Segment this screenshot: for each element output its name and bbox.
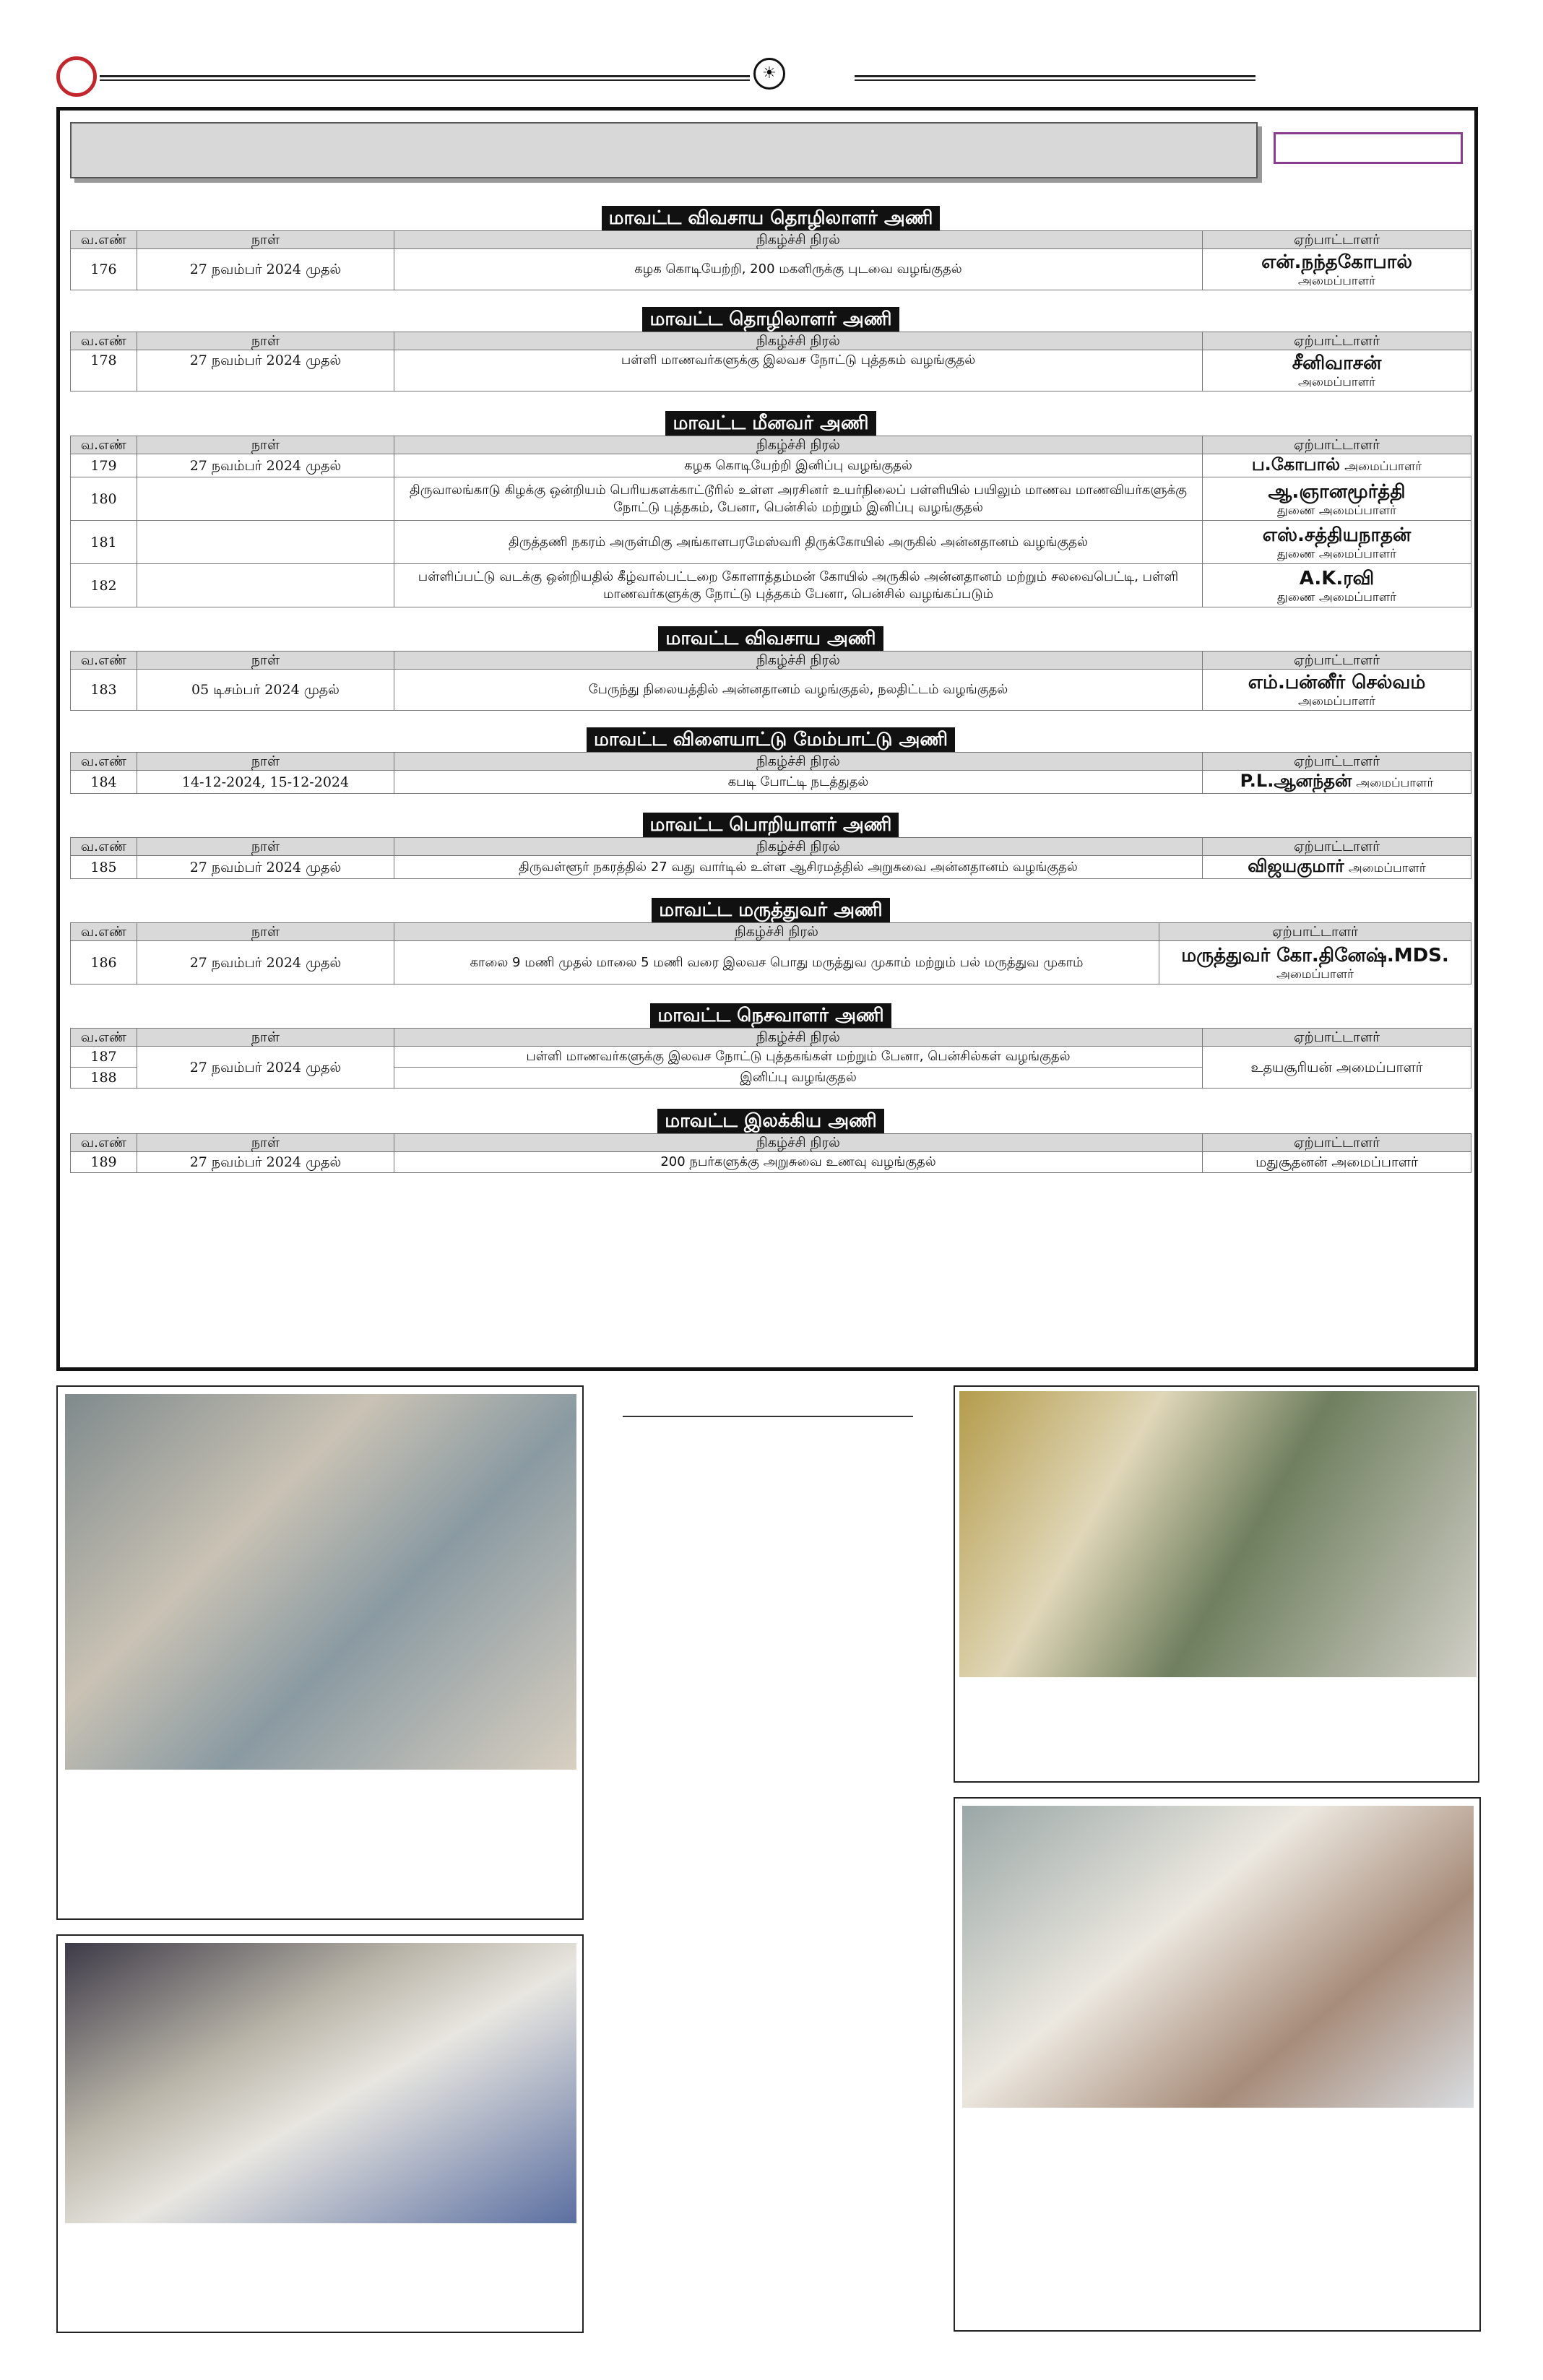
col-date: நாள் [137, 838, 394, 856]
photo-frame-right-bottom [954, 1797, 1481, 2332]
section-engineers [70, 813, 1471, 879]
row-organizer [1203, 856, 1471, 879]
row-program: கழக கொடியேற்றி இனிப்பு வழங்குதல் [394, 454, 1203, 477]
row-organizer [1203, 454, 1471, 477]
table-row [71, 454, 1471, 477]
row-date [137, 477, 394, 521]
row-serial: 179 [71, 454, 137, 477]
row-program: 200 நபர்களுக்கு அறுசுவை உணவு வழங்குதல் [394, 1152, 1203, 1173]
col-organizer: ஏற்பாட்டாளர் [1203, 1134, 1471, 1152]
section-title: மாவட்ட இலக்கிய அணி [657, 1109, 884, 1133]
row-program: திருவள்ளூர் நகரத்தில் 27 வது வார்டில் உள்ள ஆசிரமத்தில் அறுசுவை அன்னதானம் வழங்குதல் [394, 856, 1203, 879]
schedule-table [70, 1133, 1471, 1173]
row-date: 27 நவம்பர் 2024 முதல் [137, 350, 394, 391]
photo-frame-left-bottom [56, 1934, 584, 2333]
table-row [71, 670, 1471, 711]
page-marker-circle-icon [56, 56, 97, 97]
schedule-table [70, 230, 1471, 290]
schedule-table [70, 436, 1471, 607]
event-photo [959, 1391, 1477, 1677]
row-organizer [1159, 941, 1471, 985]
masthead-rule [56, 56, 1255, 100]
row-program: பள்ளி மாணவர்களுக்கு இலவச நோட்டு புத்தகம் வழங்குதல் [394, 350, 1203, 391]
row-date [137, 521, 394, 564]
section-weavers [70, 1003, 1471, 1089]
section-fishermen [70, 411, 1471, 607]
section-title: மாவட்ட பொறியாளர் அணி [643, 813, 899, 837]
schedule-table [70, 651, 1471, 711]
section-doctors [70, 898, 1471, 985]
col-program: நிகழ்ச்சி நிரல் [394, 923, 1159, 941]
row-organizer [1203, 521, 1471, 564]
row-organizer [1203, 1047, 1471, 1089]
organizer-role: அமைப்பாளர் [1276, 966, 1354, 982]
panel-tag-box [1274, 132, 1463, 164]
row-date [137, 564, 394, 607]
table-row [71, 1047, 1471, 1068]
row-organizer [1203, 477, 1471, 521]
section-title: மாவட்ட மருத்துவர் அணி [652, 898, 889, 922]
table-row [71, 771, 1471, 794]
schedule-table [70, 922, 1471, 985]
row-program: கபடி போட்டி நடத்துதல் [394, 771, 1203, 794]
row-date: 27 நவம்பர் 2024 முதல் [137, 1047, 394, 1089]
row-serial: 189 [71, 1152, 137, 1173]
col-date: நாள் [137, 436, 394, 454]
col-organizer: ஏற்பாட்டாளர் [1203, 231, 1471, 249]
event-photo [962, 1806, 1474, 2108]
table-row [71, 521, 1471, 564]
organizer-role: அமைப்பாளர் [1297, 274, 1376, 288]
section-title: மாவட்ட தொழிலாளர் அணி [642, 307, 899, 332]
col-program: நிகழ்ச்சி நிரல் [394, 652, 1203, 670]
row-program: பேருந்து நிலையத்தில் அன்னதானம் வழங்குதல், நலதிட்டம் வழங்குதல் [394, 670, 1203, 711]
col-date: நாள் [137, 923, 394, 941]
table-row [71, 1152, 1471, 1173]
col-serial: வ.எண் [71, 1029, 137, 1047]
organizer-name: ஆ.ஞானமூர்த்தி [1268, 480, 1406, 503]
col-serial: வ.எண் [71, 753, 137, 771]
section-agri-workers [70, 206, 1471, 290]
row-program: பள்ளிப்பட்டு வடக்கு ஒன்றியதில் கீழ்வால்பட்டறை கோளாத்தம்மன் கோயில் அருகில் அன்னதானம் மற்றும் சலவைபெட்டி, பள்ளி மாணவர்களுக்கு நோட்டு புத்தகம் பேனா, பென்சில் வழங்கப்படும் [394, 564, 1203, 607]
col-serial: வ.எண் [71, 436, 137, 454]
schedule-table [70, 332, 1471, 391]
col-program: நிகழ்ச்சி நிரல் [394, 1134, 1203, 1152]
row-serial: 183 [71, 670, 137, 711]
table-row [71, 350, 1471, 391]
col-serial: வ.எண் [71, 838, 137, 856]
col-organizer: ஏற்பாட்டாளர் [1203, 652, 1471, 670]
rising-sun-emblem-icon: ☀ [753, 58, 785, 90]
organizer-role: துணை அமைப்பாளர் [1277, 503, 1396, 518]
row-date: 27 நவம்பர் 2024 முதல் [137, 941, 394, 985]
row-organizer [1203, 564, 1471, 607]
col-organizer: ஏற்பாட்டாளர் [1203, 753, 1471, 771]
table-row [71, 477, 1471, 521]
rule-left [100, 75, 750, 81]
row-program: திருவாலங்காடு கிழக்கு ஒன்றியம் பெரியகளக்காட்டூரில் உள்ள அரசினர் உயர்நிலைப் பள்ளியில் பயிலும் மாணவ மாணவியர்களுக்கு நோட்டு புத்தகம், பேனா, பென்சில் மற்றும் இனிப்பு வழங்குதல் [394, 477, 1203, 521]
table-row [71, 564, 1471, 607]
organizer-name: ப.கோபால் [1251, 454, 1341, 475]
col-organizer: ஏற்பாட்டாளர் [1203, 1029, 1471, 1047]
row-organizer [1203, 771, 1471, 794]
section-title: மாவட்ட நெசவாளர் அணி [650, 1003, 891, 1028]
schedule-table [70, 837, 1471, 879]
col-program: நிகழ்ச்சி நிரல் [394, 838, 1203, 856]
organizer-name: உதயசூரியன் அமைப்பாளர் [1250, 1059, 1423, 1076]
row-program: காலை 9 மணி முதல் மாலை 5 மணி வரை இலவச பொது மருத்துவ முகாம் மற்றும் பல் மருத்துவ முகாம் [394, 941, 1159, 985]
col-organizer: ஏற்பாட்டாளர் [1203, 436, 1471, 454]
organizer-role: அமைப்பாளர் [1356, 776, 1434, 790]
col-program: நிகழ்ச்சி நிரல் [394, 231, 1203, 249]
col-serial: வ.எண் [71, 332, 137, 350]
col-program: நிகழ்ச்சி நிரல் [394, 753, 1203, 771]
row-serial: 180 [71, 477, 137, 521]
section-title: மாவட்ட மீனவர் அணி [665, 411, 876, 436]
row-organizer [1203, 1152, 1471, 1173]
schedule-table [70, 1028, 1471, 1089]
organizer-name: எஸ்.சத்தியநாதன் [1262, 524, 1412, 546]
divider-rule [623, 1416, 913, 1417]
photo-frame-left-top [56, 1385, 584, 1920]
rule-right [855, 75, 1255, 81]
organizer-name: என்.நந்தகோபால் [1261, 251, 1412, 273]
col-serial: வ.எண் [71, 652, 137, 670]
section-title: மாவட்ட விவசாய தொழிலாளர் அணி [602, 206, 941, 230]
row-date: 27 நவம்பர் 2024 முதல் [137, 856, 394, 879]
organizer-name: சீனிவாசன் [1292, 352, 1382, 374]
row-program: கழக கொடியேற்றி, 200 மகளிருக்கு புடவை வழங்குதல் [394, 249, 1203, 290]
row-date: 05 டிசம்பர் 2024 முதல் [137, 670, 394, 711]
organizer-role: அமைப்பாளர் [1297, 694, 1376, 709]
section-sports [70, 727, 1471, 794]
row-serial: 188 [71, 1068, 137, 1089]
row-organizer [1203, 350, 1471, 391]
organizer-name: விஜயகுமார் [1248, 856, 1344, 876]
photo-frame-right-top [954, 1385, 1479, 1783]
table-row [71, 856, 1471, 879]
col-date: நாள் [137, 753, 394, 771]
col-organizer: ஏற்பாட்டாளர் [1203, 332, 1471, 350]
organizer-role: துணை அமைப்பாளர் [1277, 589, 1396, 605]
col-date: நாள் [137, 652, 394, 670]
col-date: நாள் [137, 1134, 394, 1152]
row-organizer [1203, 249, 1471, 290]
section-title: மாவட்ட விவசாய அணி [658, 626, 883, 651]
col-date: நாள் [137, 332, 394, 350]
organizer-role: துணை அமைப்பாளர் [1277, 546, 1396, 561]
row-serial: 185 [71, 856, 137, 879]
event-photo [65, 1394, 576, 1770]
organizer-role: அமைப்பாளர் [1297, 375, 1376, 389]
organizer-name: P.L.ஆனந்தன் [1240, 771, 1352, 791]
col-organizer: ஏற்பாட்டாளர் [1203, 838, 1471, 856]
row-serial: 182 [71, 564, 137, 607]
col-serial: வ.எண் [71, 231, 137, 249]
row-serial: 187 [71, 1047, 137, 1068]
col-date: நாள் [137, 231, 394, 249]
organizer-role: அமைப்பாளர் [1348, 861, 1426, 875]
row-date: 27 நவம்பர் 2024 முதல் [137, 249, 394, 290]
row-date: 27 நவம்பர் 2024 முதல் [137, 454, 394, 477]
section-workers [70, 307, 1471, 391]
row-serial: 176 [71, 249, 137, 290]
table-row [71, 249, 1471, 290]
col-serial: வ.எண் [71, 1134, 137, 1152]
organizer-name: மருத்துவர் கோ.தினேஷ்.MDS. [1181, 944, 1449, 966]
organizer-role: அமைப்பாளர் [1344, 459, 1422, 474]
organizer-name: மதுசூதனன் அமைப்பாளர் [1255, 1154, 1418, 1170]
section-title: மாவட்ட விளையாட்டு மேம்பாட்டு அணி [587, 727, 955, 752]
schedule-table [70, 752, 1471, 794]
organizer-name: A.K.ரவி [1299, 567, 1375, 589]
row-program: திருத்தணி நகரம் அருள்மிகு அங்காளபரமேஸ்வரி திருக்கோயில் அருகில் அன்னதானம் வழங்குதல் [394, 521, 1203, 564]
schedule-panel [56, 107, 1478, 1371]
col-serial: வ.எண் [71, 923, 137, 941]
col-program: நிகழ்ச்சி நிரல் [394, 436, 1203, 454]
row-serial: 186 [71, 941, 137, 985]
row-serial: 184 [71, 771, 137, 794]
event-photo [65, 1943, 576, 2223]
row-serial: 178 [71, 350, 137, 391]
col-organizer: ஏற்பாட்டாளர் [1159, 923, 1471, 941]
section-agriculture [70, 626, 1471, 711]
section-literary [70, 1109, 1471, 1173]
panel-heading-box [70, 122, 1258, 178]
row-organizer [1203, 670, 1471, 711]
row-date: 27 நவம்பர் 2024 முதல் [137, 1152, 394, 1173]
row-serial: 181 [71, 521, 137, 564]
col-program: நிகழ்ச்சி நிரல் [394, 332, 1203, 350]
row-program: பள்ளி மாணவர்களுக்கு இலவச நோட்டு புத்தகங்கள் மற்றும் பேனா, பென்சில்கள் வழங்குதல் [394, 1047, 1203, 1068]
col-date: நாள் [137, 1029, 394, 1047]
organizer-name: எம்.பன்னீர் செல்வம் [1248, 672, 1426, 693]
row-date: 14-12-2024, 15-12-2024 [137, 771, 394, 794]
table-row [71, 941, 1471, 985]
col-program: நிகழ்ச்சி நிரல் [394, 1029, 1203, 1047]
row-program: இனிப்பு வழங்குதல் [394, 1068, 1203, 1089]
